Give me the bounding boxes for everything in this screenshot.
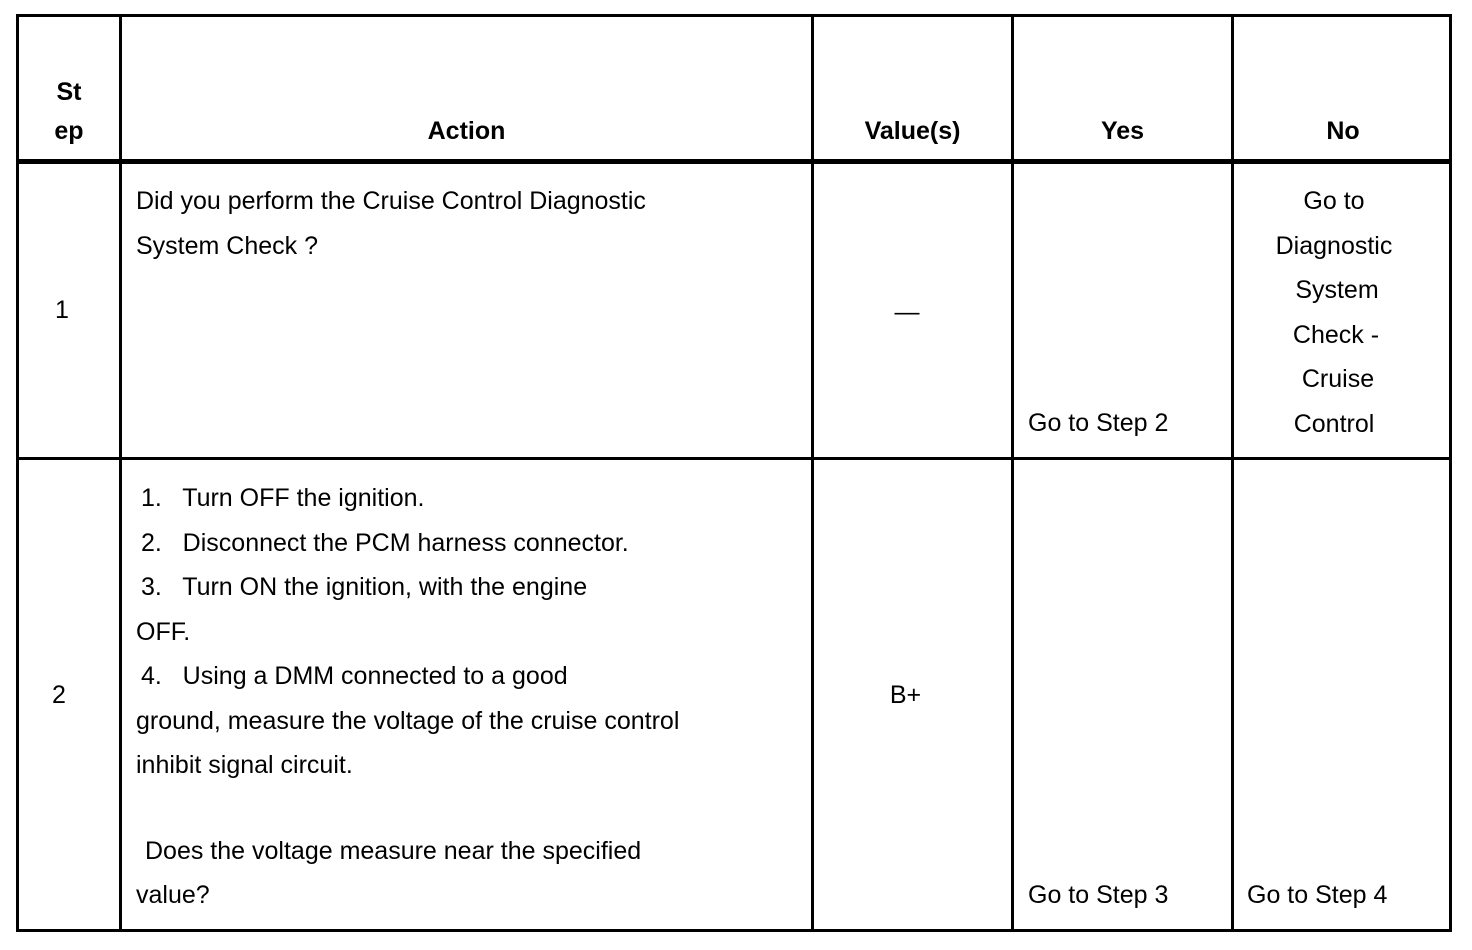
column-divider [811,17,814,929]
row2-no: Go to Step 4 [1247,881,1388,909]
header-divider [19,159,1449,164]
question-line: value? [136,881,210,909]
row1-yes: Go to Step 2 [1028,409,1169,437]
diagnostic-table [16,14,1452,932]
no-line: Control [1293,409,1375,438]
header-no: No [1326,117,1360,145]
action-line: 1. Turn OFF the ignition. [141,484,425,512]
action-line: 4. Using a DMM connected to a good [141,662,568,690]
row2-step: 2 [52,681,66,709]
no-line: System [1295,276,1379,304]
header-step: St ep [54,78,84,145]
action-line: ground, measure the voltage of the cruise control [136,706,680,735]
action-line: inhibit signal circuit. [136,751,353,779]
no-line: Diagnostic [1275,231,1393,260]
action-line: 3. Turn ON the ignition, with the engine [141,573,588,601]
no-line: Check - [1292,320,1380,349]
column-divider [119,17,122,929]
question-line: Does the voltage measure near the specified [145,836,642,865]
row1-value: — [894,298,920,326]
header-values: Value(s) [864,117,961,145]
no-line: Cruise [1301,365,1375,393]
row2-yes: Go to Step 3 [1028,881,1169,909]
action-line: System Check ? [136,231,319,260]
header-yes: Yes [1100,117,1145,145]
row-divider [19,457,1449,460]
column-divider [1231,17,1234,929]
column-divider [1011,17,1014,929]
row2-value: B+ [889,681,922,709]
row1-step: 1 [55,296,69,324]
action-line: 2. Disconnect the PCM harness connector. [141,528,629,557]
header-action: Action [427,117,506,145]
action-line: OFF. [136,617,191,646]
row1-no [1234,179,1434,446]
row1-action [136,179,646,268]
row2-action [136,476,679,918]
action-line: Did you perform the Cruise Control Diagnostic [136,187,646,215]
no-line: Go to [1303,187,1365,215]
